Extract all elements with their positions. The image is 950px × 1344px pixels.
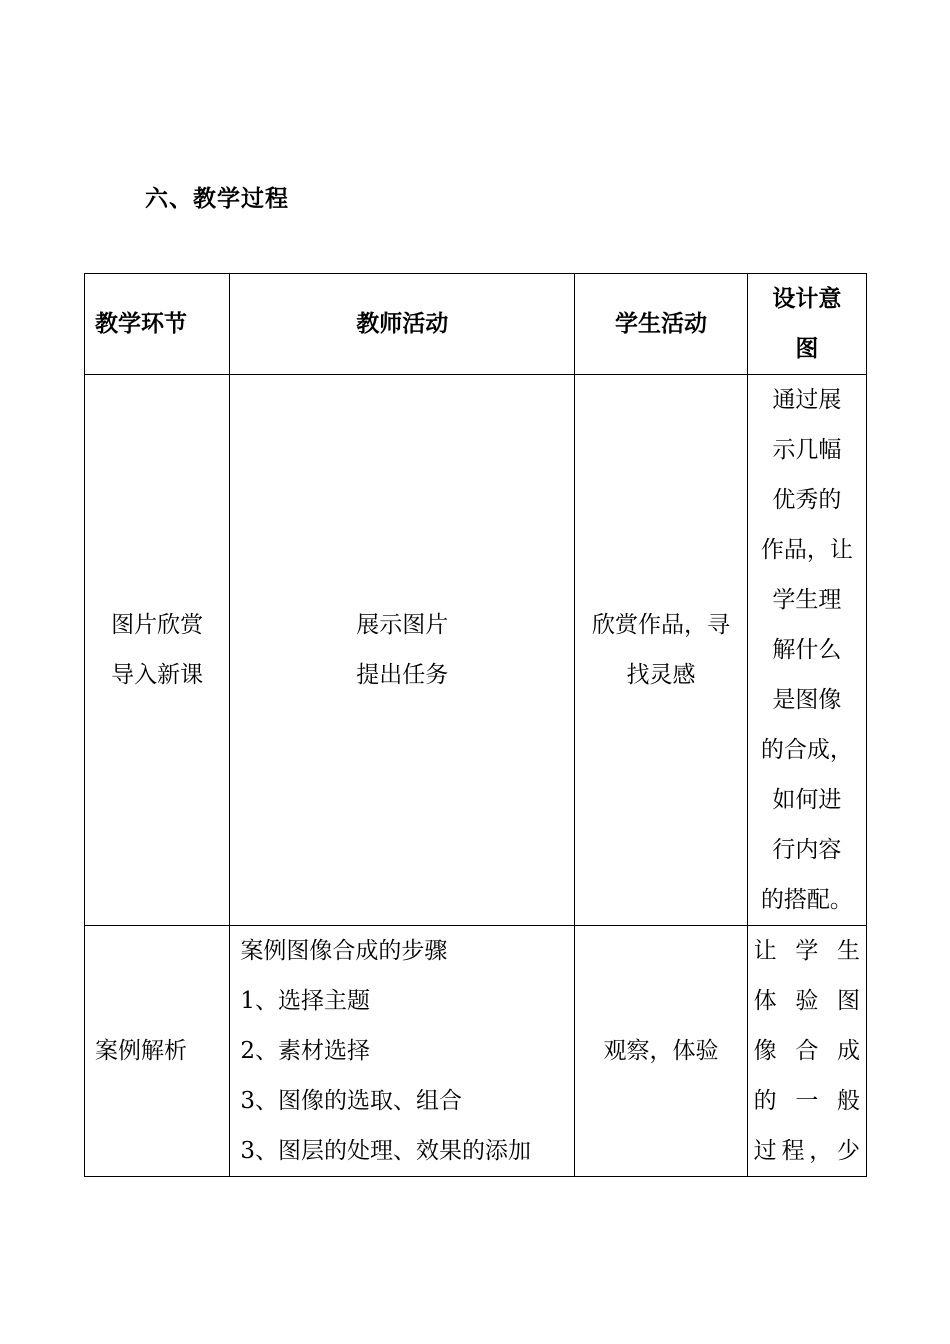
section-heading: 六、教学过程 [145, 186, 289, 212]
text-line: 优秀的 [772, 487, 842, 513]
text-line: 展示图片 [356, 612, 449, 638]
text-line: 体验图 [753, 988, 860, 1014]
header-intent-line: 图 [795, 336, 819, 362]
text-line: 提出任务 [356, 662, 449, 688]
text-line: 3、图像的选取、组合 [240, 1088, 462, 1114]
text-line: 的合成， [760, 737, 853, 763]
cell-stage [85, 375, 230, 926]
header-intent-line: 设计意 [772, 286, 842, 312]
text-line: 如何进 [772, 787, 842, 813]
cell-teacher-activity [230, 926, 575, 1177]
text-line: 的搭配。 [760, 887, 853, 913]
table-header-row [85, 274, 867, 375]
text-line: 导入新课 [111, 662, 204, 688]
text-line: 示几幅 [772, 437, 842, 463]
text-line: 找灵感 [626, 662, 696, 688]
teaching-process-table [84, 273, 867, 1177]
text-line: 图片欣赏 [111, 612, 204, 638]
text-line: 像合成 [753, 1038, 860, 1064]
cell-design-intent [747, 375, 866, 926]
cell-student-activity [575, 375, 747, 926]
text-line: 让学生 [753, 938, 860, 964]
text-line: 作品，让 [760, 537, 853, 563]
text-line: 的一般 [753, 1088, 860, 1114]
text-line: 解什么 [772, 637, 842, 663]
table-row [85, 926, 867, 1177]
header-stage: 教学环节 [85, 274, 230, 375]
text-line: 学生理 [772, 587, 842, 613]
text-line: 观察，体验 [603, 1038, 719, 1064]
table-row [85, 375, 867, 926]
text-line: 2、素材选择 [240, 1038, 370, 1064]
cell-stage [85, 926, 230, 1177]
text-line: 是图像 [772, 687, 842, 713]
text-line: 1、选择主题 [240, 988, 370, 1014]
text-line: 行内容 [772, 837, 842, 863]
cell-design-intent [747, 926, 866, 1177]
text-line: 案例图像合成的步骤 [240, 938, 448, 964]
text-line: 欣赏作品，寻 [591, 612, 730, 638]
header-design-intent [747, 274, 866, 375]
text-line: 通过展 [772, 387, 842, 413]
text-line: 过程，少 [753, 1138, 860, 1164]
cell-student-activity [575, 926, 747, 1177]
cell-teacher-activity [230, 375, 575, 926]
header-student-activity: 学生活动 [575, 274, 747, 375]
header-teacher-activity: 教师活动 [230, 274, 575, 375]
text-line: 案例解析 [95, 1038, 187, 1064]
text-line: 3、图层的处理、效果的添加 [240, 1138, 531, 1164]
